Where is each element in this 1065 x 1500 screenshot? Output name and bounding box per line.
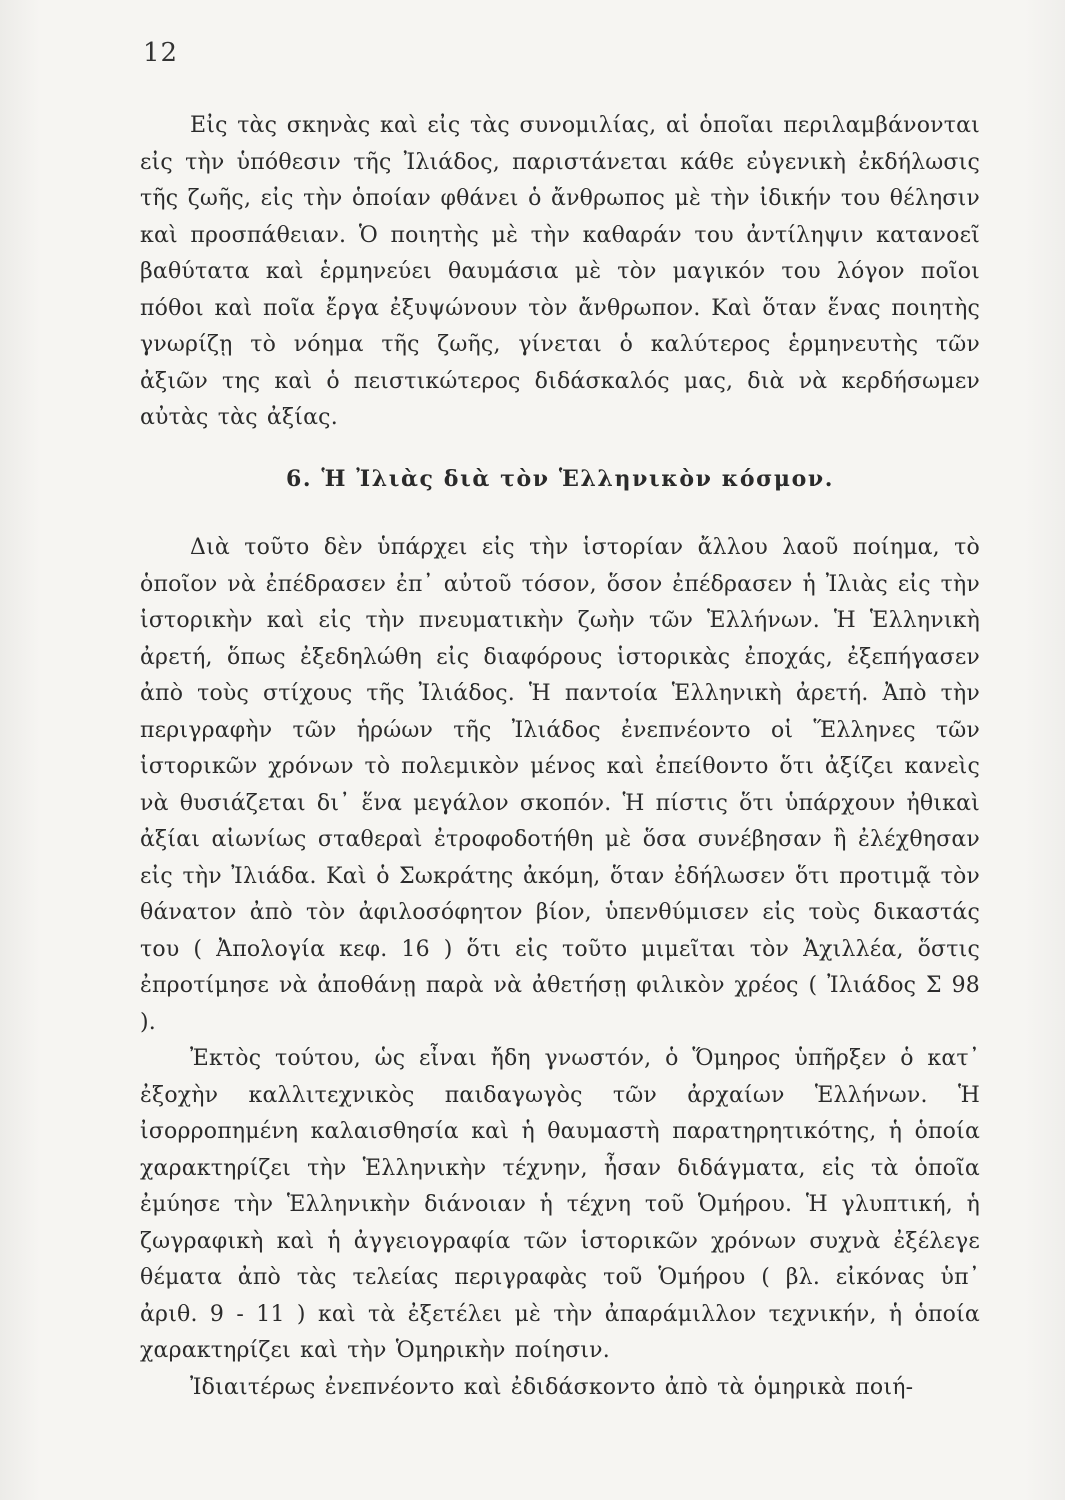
section-heading: 6. Ἡ Ἰλιὰς διὰ τὸν Ἑλληνικὸν κόσμον.: [285, 466, 835, 492]
paragraph-3: Ἐκτὸς τούτου, ὡς εἶναι ἤδη γνωστόν, ὁ Ὅμηρος ὑπῆρξεν ὁ κατ᾽ ἐξοχὴν καλλιτεχνικὸς παιδαγωγὸς τῶν ἀρχαίων Ἑλλήνων. Ἡ ἰσορροπημένη καλαισθησία καὶ ἡ θαυμαστὴ παρατηρητικότης, ἡ ὁποία χαρακτηρίζει τὴν Ἑλληνικὴν τέχνην, ἦσαν διδάγματα, εἰς τὰ ὁποῖα ἐμύησε τὴν Ἑλληνικὴν διάνοιαν ἡ τέχνη τοῦ Ὁμήρου. Ἡ γλυπτική, ἡ ζωγραφικὴ καὶ ἡ ἀγγειογραφία τῶν ἱστορικῶν χρόνων συχνὰ ἐξέλεγε θέματα ἀπὸ τὰς τελείας περιγραφὰς τοῦ Ὁμήρου ( βλ. εἰκόνας ὑπ᾽ ἀριθ. 9 - 11 ) καὶ τὰ ἐξετέλει μὲ τὴν ἀπαράμιλλον τεχνικήν, ἡ ὁποία χαρακτηρίζει καὶ τὴν Ὁμηρικὴν ποίησιν.: [140, 1046, 980, 1363]
paragraph-1: Εἰς τὰς σκηνὰς καὶ εἰς τὰς συνομιλίας, αἱ ὁποῖαι περιλαμβάνονται εἰς τὴν ὑπόθεσιν τῆς Ἰλιάδος, παριστάνεται κάθε εὐγενικὴ ἐκδήλωσις τῆς ζωῆς, εἰς τὴν ὁποίαν φθάνει ὁ ἄνθρωπος μὲ τὴν ἰδικήν του θέλησιν καὶ προσπάθειαν. Ὁ ποιητὴς μὲ τὴν καθαράν του ἀντίληψιν κατανοεῖ βαθύτατα καὶ ἑρμηνεύει θαυμάσια μὲ τὸν μαγικόν του λόγον ποῖοι πόθοι καὶ ποῖα ἔργα ἐξυψώνουν τὸν ἄνθρωπον. Καὶ ὅταν ἕνας ποιητὴς γνωρίζῃ τὸ νόημα τῆς ζωῆς, γίνεται ὁ καλύτερος ἑρμηνευτὴς τῶν ἀξιῶν της καὶ ὁ πειστικώτερος διδάσκαλός μας, διὰ νὰ κερδήσωμεν αὐτὰς τὰς ἀξίας.: [140, 113, 980, 430]
intro-section: [140, 108, 980, 437]
body-section: [140, 530, 980, 1406]
paragraph-4: Ἰδιαιτέρως ἐνεπνέοντο καὶ ἐδιδάσκοντο ἀπὸ τὰ ὁμηρικὰ ποιή-: [190, 1374, 914, 1400]
paragraph-2: Διὰ τοῦτο δὲν ὑπάρχει εἰς τὴν ἱστορίαν ἄλλου λαοῦ ποίημα, τὸ ὁποῖον νὰ ἐπέδρασεν ἐπ᾽ αὐτοῦ τόσον, ὅσον ἐπέδρασεν ἡ Ἰλιὰς εἰς τὴν ἱστορικὴν καὶ εἰς τὴν πνευματικὴν ζωὴν τῶν Ἑλλήνων. Ἡ Ἑλληνικὴ ἀρετή, ὅπως ἐξεδηλώθη εἰς διαφόρους ἱστορικὰς ἐποχάς, ἐξεπήγασεν ἀπὸ τοὺς στίχους τῆς Ἰλιάδος. Ἡ παντοία Ἑλληνικὴ ἀρετή. Ἀπὸ τὴν περιγραφὴν τῶν ἡρώων τῆς Ἰλιάδος ἐνεπνέοντο οἱ Ἕλληνες τῶν ἱστορικῶν χρόνων τὸ πολεμικὸν μένος καὶ ἐπείθοντο ὅτι ἀξίζει κανεὶς νὰ θυσιάζεται δι᾽ ἕνα μεγάλον σκοπόν. Ἡ πίστις ὅτι ὑπάρχουν ἠθικαὶ ἀξίαι αἰωνίως σταθεραὶ ἐτροφοδοτήθη μὲ ὅσα συνέβησαν ἢ ἐλέχθησαν εἰς τὴν Ἰλιάδα. Καὶ ὁ Σωκράτης ἀκόμη, ὅταν ἐδήλωσεν ὅτι προτιμᾷ τὸν θάνατον ἀπὸ τὸν ἀφιλοσόφητον βίον, ὑπενθύμισεν εἰς τοὺς δικαστάς του ( Ἀπολογία κεφ. 16 ) ὅτι εἰς τοῦτο μιμεῖται τὸν Ἀχιλλέα, ὅστις ἐπροτίμησε νὰ ἀποθάνῃ παρὰ νὰ ἀθετήσῃ φιλικὸν χρέος ( Ἰλιάδος Σ 98 ).: [140, 535, 980, 1035]
page-number: 12: [143, 38, 179, 68]
